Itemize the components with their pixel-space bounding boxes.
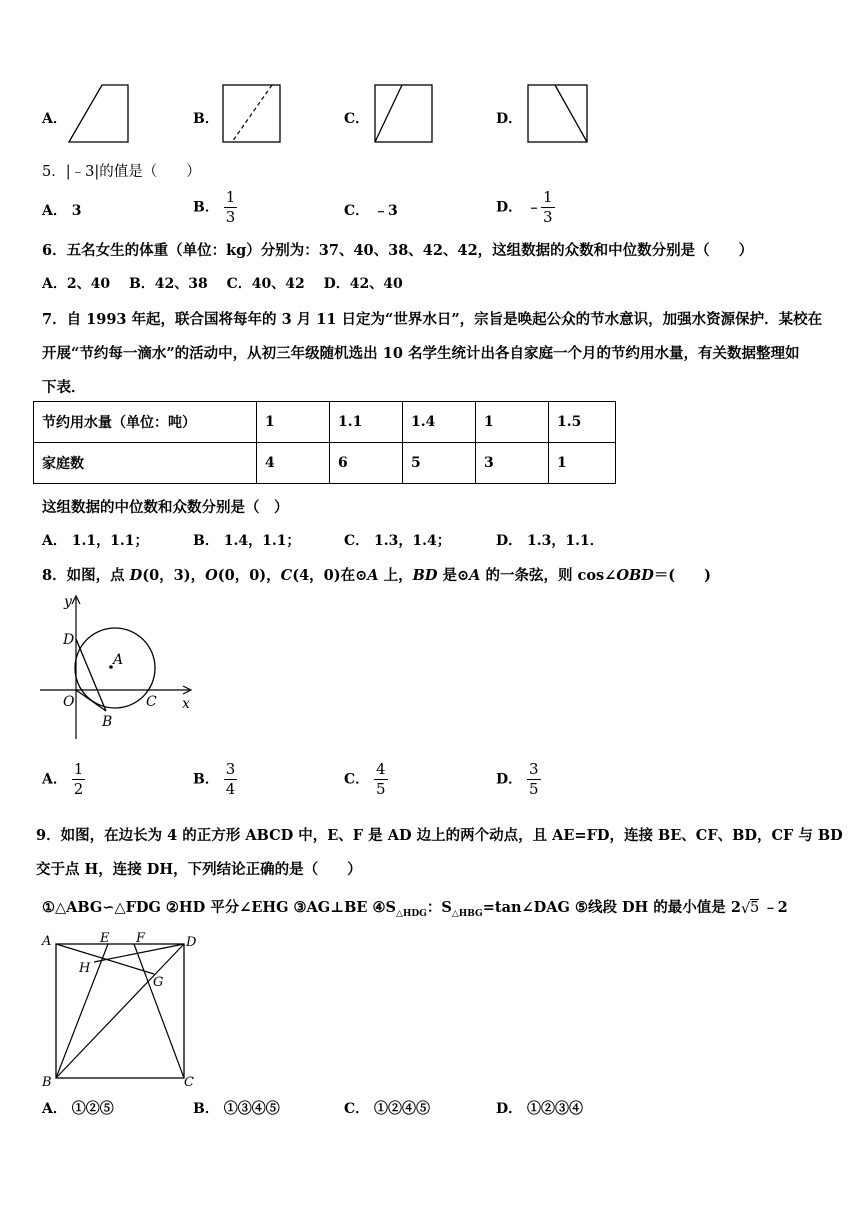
table-cell: 1.1 <box>330 402 403 443</box>
table-cell: 4 <box>257 443 330 484</box>
table-cell: 1 <box>476 402 549 443</box>
table-header-cell: 家庭数 <box>34 443 257 484</box>
q4-option-b-figure <box>222 84 282 144</box>
water-saving-table <box>33 401 616 484</box>
q8-option-b: B． $\frac{3}{4}$ <box>193 760 236 798</box>
q4-option-b-label: B． <box>193 111 219 127</box>
table-cell: 3 <box>476 443 549 484</box>
label-h: H <box>79 961 91 976</box>
fraction: $\frac{1}{3}$ <box>225 188 236 226</box>
table-cell: 1 <box>257 402 330 443</box>
label-c: C <box>146 694 157 710</box>
table-row <box>34 402 616 443</box>
q8-option-d: D． $\frac{3}{5}$ <box>496 760 539 798</box>
q7-option-c: C． 1.3，1.4； <box>344 533 451 549</box>
q7-option-b: B． 1.4，1.1； <box>193 533 301 549</box>
q5-option-d: D． ﹣ $\frac{1}{3}$ <box>496 188 553 226</box>
q9-conclusions: ①△ABG∽△FDG ②HD 平分∠EHG ③AG⊥BE $④S_{\triangle HDG}$：$S_{\triangle HBG}=\tan\angle DAG$ ⑤线段 DH 的最小值是 2 √ 5 ﹣2 <box>42 899 788 919</box>
fraction: $\frac{1}{3}$ <box>543 188 553 226</box>
q4-option-c-label: C． <box>344 111 370 127</box>
q6-stem: 6．五名女生的体重（单位：kg）分别为：37、40、38、42、42，这组数据的众数和中位数分别是（ ） <box>42 242 754 259</box>
q7-option-a: A． 1.1，1.1； <box>42 533 149 549</box>
label-d: D <box>186 935 197 950</box>
table-cell: 1.5 <box>549 402 616 443</box>
label-e: E <box>100 931 110 946</box>
label-c: C <box>184 1075 194 1090</box>
q9-square-figure <box>36 930 204 1094</box>
fraction: $\frac{3}{4}$ <box>225 760 236 798</box>
q5-option-a: A． 3 <box>42 203 82 219</box>
label-a: A <box>113 652 124 668</box>
label-f: F <box>136 931 146 946</box>
label-d: D <box>63 632 75 648</box>
label-a: A <box>42 934 52 949</box>
q7-line-1: 7．自 1993 年起，联合国将每年的 3 月 11 日定为“世界水日”，宗旨是唤起公众的节水意识，加强水资源保护．某校在 <box>42 311 823 328</box>
table-cell: 1 <box>549 443 616 484</box>
fraction: $\frac{3}{5}$ <box>529 760 539 798</box>
table-cell: 6 <box>330 443 403 484</box>
q4-option-d-label: D． <box>496 111 523 127</box>
table-row <box>34 443 616 484</box>
q9-option-d: D． ①②③④ <box>496 1101 584 1117</box>
fraction: $\frac{1}{2}$ <box>73 760 84 798</box>
q4-option-a-label: A． <box>42 111 67 127</box>
q4-option-c-figure <box>374 84 434 144</box>
q9-option-b: B． ①③④⑤ <box>193 1101 280 1117</box>
table-header-cell: 节约用水量（单位：吨） <box>34 402 257 443</box>
table-cell: 5 <box>403 443 476 484</box>
q5-option-c: C． ﹣3 <box>344 203 398 219</box>
label-g: G <box>153 975 164 990</box>
label-o: O <box>63 694 75 710</box>
q9-option-a: A． ①②⑤ <box>42 1101 114 1117</box>
label-b: B <box>102 714 113 730</box>
q7-question: 这组数据的中位数和众数分别是（ ） <box>42 499 289 516</box>
label-b: B <box>42 1075 52 1090</box>
q6-options: A．2、40 B．42、38 C．40、42 D．42、40 <box>42 276 403 292</box>
label-y: y <box>64 594 72 610</box>
table-cell: 1.4 <box>403 402 476 443</box>
q4-option-a-figure <box>68 84 130 144</box>
q8-option-c: C． $\frac{4}{5}$ <box>344 760 386 798</box>
q9-line-2: 交于点 H，连接 DH，下列结论正确的是（ ） <box>36 861 362 878</box>
q8-option-a: A． $\frac{1}{2}$ <box>42 760 84 798</box>
fraction: $\frac{4}{5}$ <box>376 760 386 798</box>
q7-option-d: D． 1.3，1.1． <box>496 533 604 549</box>
q9-line-1: 9．如图，在边长为 4 的正方形 ABCD 中，E、F 是 AD 边上的两个动点，且 AE=FD，连接 BE、CF、BD，CF 与 BD <box>36 827 843 844</box>
q4-option-d-figure <box>527 84 589 144</box>
q8-stem: 8．如图，点 D(0，3)，O(0，0)，C(4，0)在⊙A 上，BD 是⊙A 的一条弦，则 cos∠OBD＝( ) <box>42 567 712 584</box>
q5-stem: 5．|﹣3|的值是（ ） <box>42 164 201 180</box>
q5-option-b: B． $\frac{1}{3}$ <box>193 188 236 226</box>
label-x: x <box>182 696 190 712</box>
q9-option-c: C． ①②④⑤ <box>344 1101 431 1117</box>
q7-line-3: 下表． <box>42 379 86 396</box>
q7-line-2: 开展“节约每一滴水”的活动中，从初三年级随机选出 10 名学生统计出各自家庭一个月的节约用水量，有关数据整理如 <box>42 345 800 362</box>
q8-circle-figure <box>36 594 200 740</box>
